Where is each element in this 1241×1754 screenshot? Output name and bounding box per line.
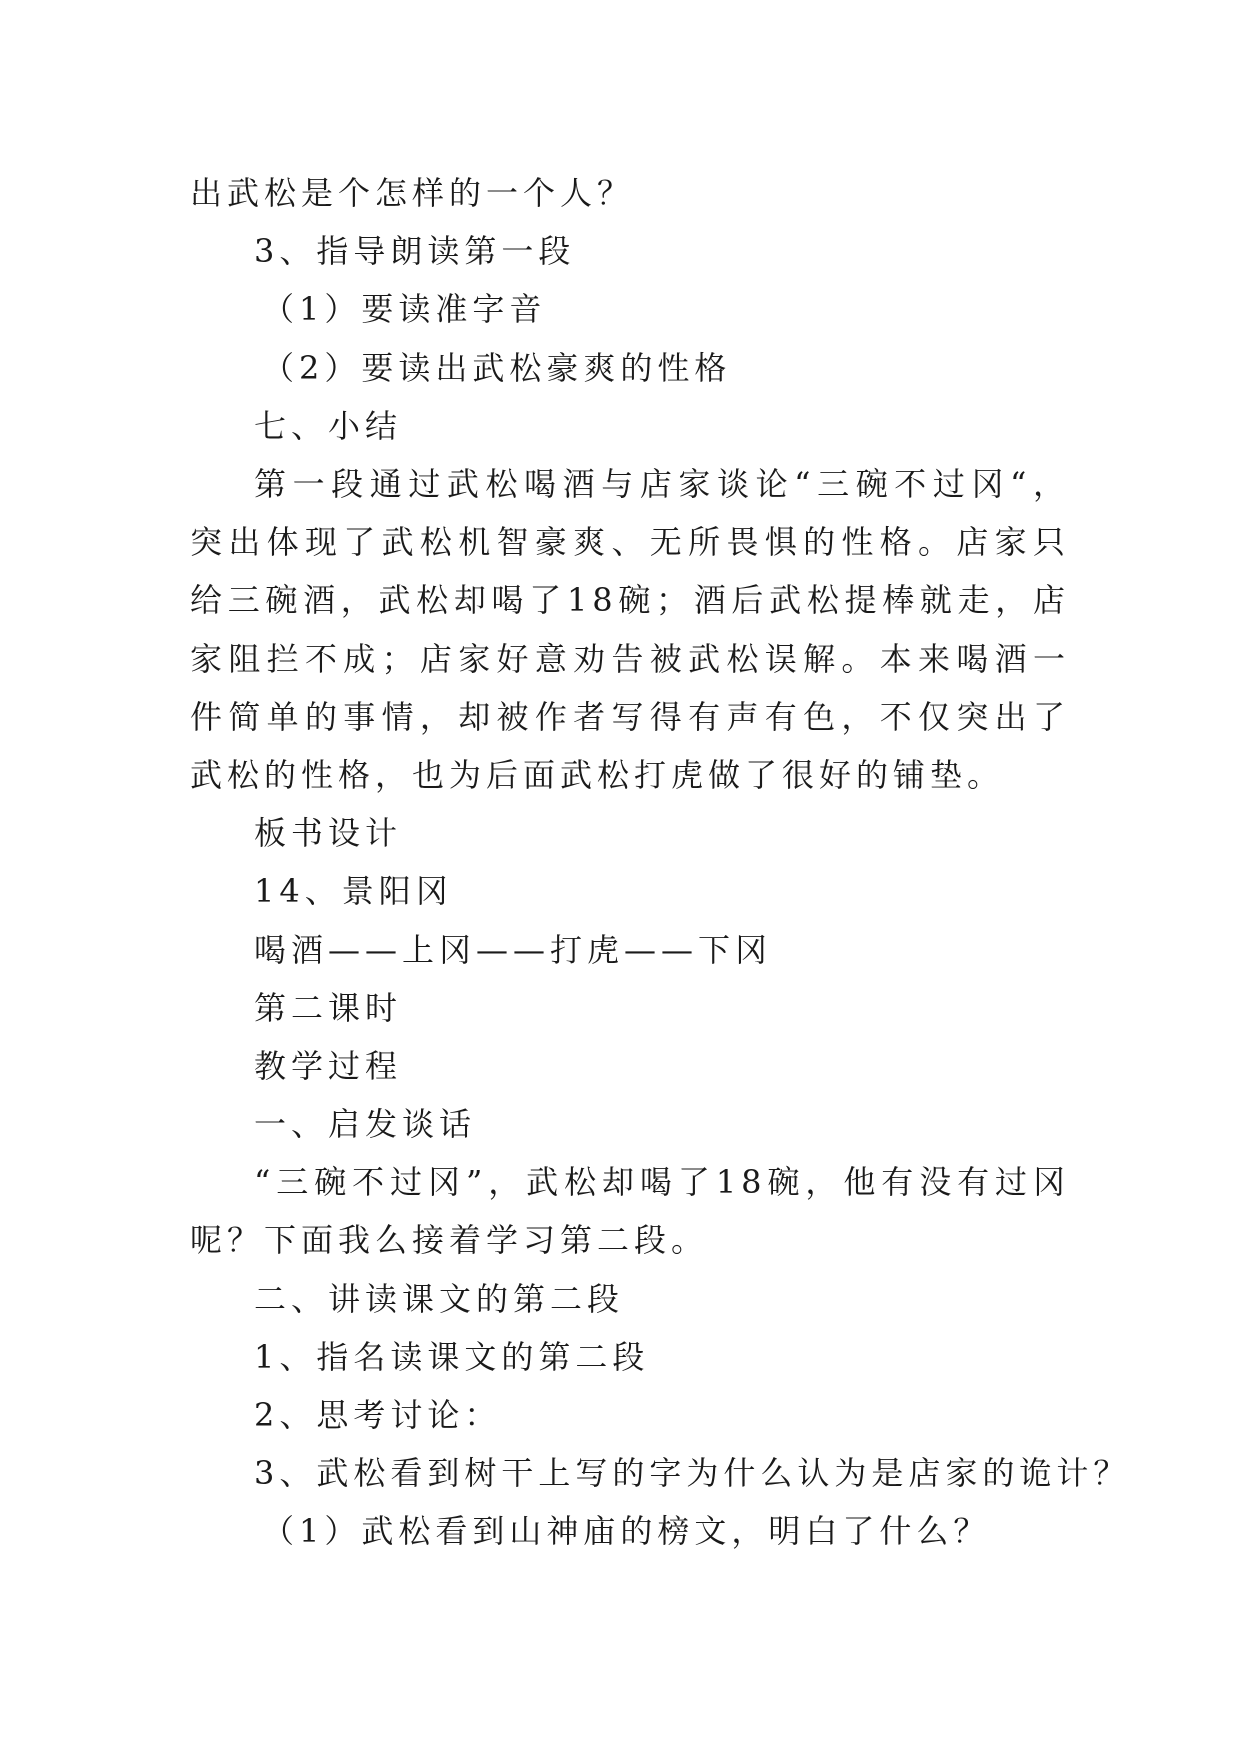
text-line: 3、指导朗读第一段 [254, 232, 576, 271]
text-line: （2）要读出武松豪爽的性格 [262, 348, 732, 387]
text-line: 2、思考讨论： [254, 1396, 502, 1435]
text-line: 1、指名读课文的第二段 [254, 1337, 650, 1376]
text-line: 出武松是个怎样的一个人？ [190, 174, 635, 212]
text-line: （1）要读准字音 [262, 290, 547, 329]
section-heading: 二、讲读课文的第二段 [254, 1279, 625, 1318]
section-heading: 教学过程 [254, 1046, 403, 1085]
text-line: 14、景阳冈 [254, 872, 453, 911]
text-line: 喝酒——上冈——打虎——下冈 [254, 930, 773, 969]
text-line: 3、武松看到树干上写的字为什么认为是店家的诡计？ [254, 1454, 1131, 1493]
section-heading: 一、启发谈话 [254, 1105, 477, 1144]
section-heading: 板书设计 [254, 814, 403, 853]
summary-paragraph: 第一段通过武松喝酒与店家谈论“三碗不过冈“，突出体现了武松机智豪爽、无所畏惧的性格。店家只给三碗酒，武松却喝了18碗；酒后武松提棒就走，店家阻拦不成；店家好意劝告被武松误解。本来喝酒一件简单的事情，却被作者写得有声有色，不仅突出了武松的性格，也为后面武松打虎做了很好的铺垫。 [190, 464, 1070, 794]
section-heading: 第二课时 [254, 988, 403, 1027]
document-body [190, 164, 1131, 1561]
text-line: （1）武松看到山神庙的榜文，明白了什么？ [262, 1512, 991, 1551]
section-heading: 七、小结 [254, 406, 403, 445]
talk-paragraph: “三碗不过冈”，武松却喝了18碗，他有没有过冈呢？下面我么接着学习第二段。 [190, 1163, 1070, 1260]
